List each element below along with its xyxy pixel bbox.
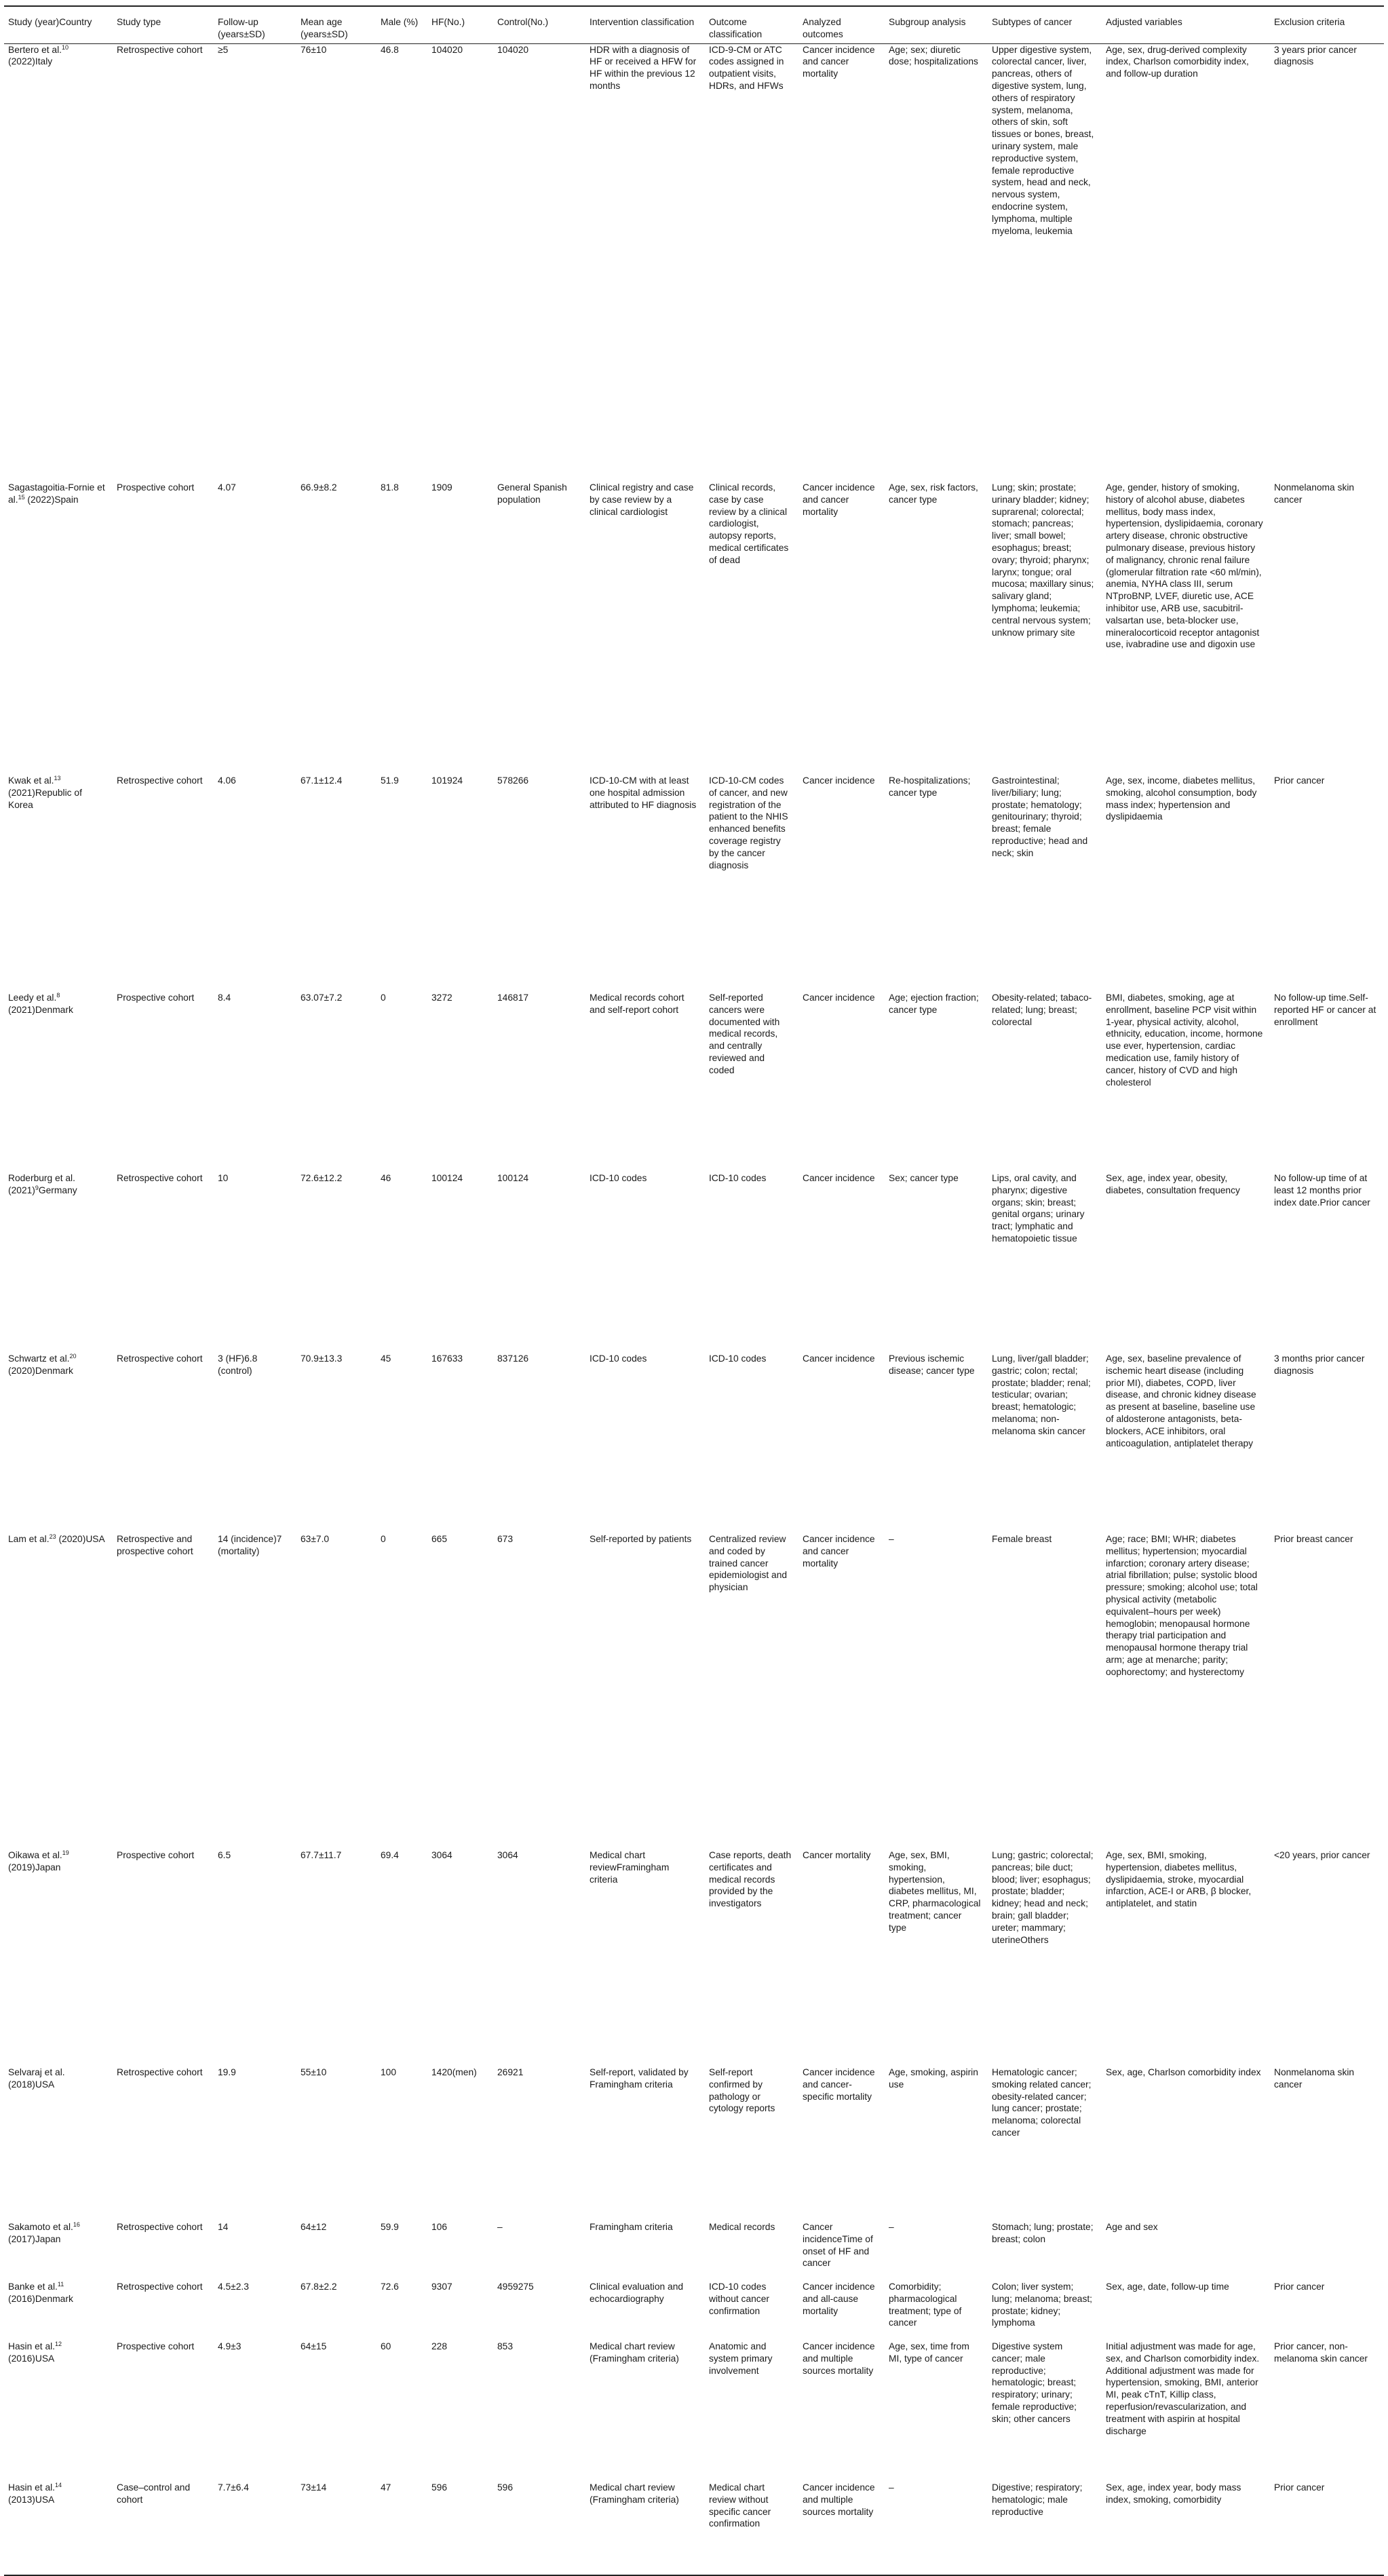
study-year-country: (2021)Republic of Korea [8, 787, 82, 810]
column-header: Follow-up (years±SD) [218, 17, 265, 39]
study-year-country: (2017)Japan [8, 2233, 61, 2244]
table-cell: 4.5±2.3 [218, 2282, 249, 2292]
table-cell: Prior breast cancer [1274, 1534, 1353, 1545]
table-cell: 14 (incidence)7 (mortality) [218, 1534, 282, 1556]
study-author: Oikawa et al. [8, 1850, 62, 1861]
table-cell: 67.7±11.7 [301, 1850, 342, 1861]
table-cell: Anatomic and system primary involvement [709, 2341, 773, 2376]
study-year-country: (2018)USA [8, 2079, 55, 2090]
table-cell: Cancer incidence and cancer mortality [803, 44, 875, 79]
table-cell: Cancer incidence and multiple sources mortality [803, 2341, 875, 2376]
table-cell: 45 [381, 1353, 391, 1364]
table-body [4, 43, 1384, 2575]
reference-number: 8 [56, 992, 60, 999]
reference-number: 12 [55, 2341, 62, 2348]
table-cell: Case reports, death certificates and medical records provided by the investigators [709, 1850, 792, 1909]
table-cell: 3 (HF)6.8 (control) [218, 1353, 258, 1376]
table-cell: 167633 [431, 1353, 463, 1364]
table-cell: 60 [381, 2341, 391, 2352]
table-cell: Prior cancer [1274, 2482, 1325, 2493]
table-row [4, 1849, 1384, 2066]
table-cell: 64±12 [301, 2222, 327, 2233]
table-cell: 673 [497, 1534, 514, 1545]
table-cell: Retrospective cohort [117, 1353, 203, 1364]
table-cell: Age, sex, time from MI, type of cancer [889, 2341, 969, 2364]
reference-number: 19 [62, 1849, 69, 1857]
table-cell: 1420(men) [431, 2067, 477, 2078]
table-cell: ICD-10 codes [590, 1353, 647, 1364]
study-cell [4, 2066, 113, 2221]
table-cell: Retrospective cohort [117, 2222, 203, 2233]
table-cell: Comorbidity; pharmacological treatment; type of cancer [889, 2282, 962, 2328]
table-cell: 7.7±6.4 [218, 2482, 249, 2493]
study-year-country: (2022)Spain [24, 494, 79, 505]
table-cell: 76±10 [301, 44, 327, 55]
study-cell [4, 1172, 113, 1353]
table-cell: 837126 [497, 1353, 529, 1364]
study-year-country: (2020)Denmark [8, 1365, 73, 1376]
table-cell: Clinical records, case by case review by a clinical cardiologist, autopsy reports, medical certificates of dead [709, 482, 789, 565]
table-cell: Retrospective and prospective cohort [117, 1534, 193, 1556]
table-cell: 106 [431, 2222, 448, 2233]
table-cell: 104020 [497, 44, 529, 55]
table-cell: 3 years prior cancer diagnosis [1274, 44, 1357, 67]
table-cell: Cancer incidence [803, 1353, 875, 1364]
table-cell: Age; sex; diuretic dose; hospitalizations [889, 44, 978, 67]
table-row [4, 2341, 1384, 2482]
table-cell: Retrospective cohort [117, 44, 203, 55]
column-header: Outcome classification [709, 17, 763, 39]
study-cell [4, 992, 113, 1172]
table-cell: BMI, diabetes, smoking, age at enrollment, baseline PCP visit within 1-year, physical activity, alcohol, ethnicity, education, income, hormone use ever, hypertension, cardiac medication use, family history of cancer, history of CVD and high cholesterol [1106, 993, 1263, 1088]
table-cell: 67.8±2.2 [301, 2282, 337, 2292]
table-cell: Age, sex, baseline prevalence of ischemic heart disease (including prior MI), diabetes, COPD, liver disease, and chronic kidney disease as present at baseline, baseline use of aldosterone antagonists, beta-blockers, ACE inhibitors, oral anticoagulation, antiplatelet therapy [1106, 1353, 1256, 1448]
table-cell: Medical records cohort and self-report cohort [590, 993, 685, 1015]
table-cell: 63±7.0 [301, 1534, 330, 1545]
table-cell: Centralized review and coded by trained cancer epidemiologist and physician [709, 1534, 788, 1593]
table-cell: 64±15 [301, 2341, 327, 2352]
reference-number: 20 [69, 1353, 77, 1360]
table-cell: Initial adjustment was made for age, sex, and Charlson comorbidity index. Additional adjustment was made for hypertension, smoking, BMI, anterior MI, peak cTnT, Killip class, reperfusion/revascularization, and treatment with aspirin at hospital discharge [1106, 2341, 1260, 2436]
table-cell: Medical chart reviewFramingham criteria [590, 1850, 670, 1885]
table-cell: Framingham criteria [590, 2222, 673, 2233]
table-cell: 146817 [497, 993, 529, 1003]
table-cell: 3 months prior cancer diagnosis [1274, 1353, 1365, 1376]
table-row [4, 2482, 1384, 2575]
table-cell: Self-report confirmed by pathology or cytology reports [709, 2067, 775, 2114]
table-cell: 63.07±7.2 [301, 993, 343, 1003]
column-header: Intervention classification [590, 17, 695, 27]
table-cell: Nonmelanoma skin cancer [1274, 482, 1355, 505]
study-year-country: (2016)Denmark [8, 2293, 73, 2304]
table-cell: 3064 [497, 1850, 518, 1861]
table-cell: Sex, age, Charlson comorbidity index [1106, 2067, 1261, 2078]
table-cell: Nonmelanoma skin cancer [1274, 2067, 1355, 2090]
table-cell: Retrospective cohort [117, 2067, 203, 2078]
study-author: Schwartz et al. [8, 1353, 70, 1364]
study-cell [4, 2221, 113, 2281]
table-row [4, 2281, 1384, 2341]
table-cell: Clinical registry and case by case review by a clinical cardiologist [590, 482, 694, 517]
table-cell: 1909 [431, 482, 452, 493]
reference-number: 15 [18, 493, 25, 501]
table-cell: 100124 [431, 1173, 463, 1184]
table-cell: Self-report, validated by Framingham criteria [590, 2067, 689, 2090]
table-cell: ICD-10 codes [709, 1353, 767, 1364]
table-cell: Age, sex, BMI, smoking, hypertension, diabetes mellitus, dyslipidaemia, stroke, myocardial infarction, ACE-I or ARB, β blocker, antiplatelet, and statin [1106, 1850, 1252, 1909]
table-cell: 72.6±12.2 [301, 1173, 343, 1184]
study-cell [4, 2281, 113, 2341]
table-row [4, 2066, 1384, 2221]
table-cell: ICD-9-CM or ATC codes assigned in outpatient visits, HDRs, and HFWs [709, 44, 784, 91]
table-cell: No follow-up time of at least 12 months prior index date.Prior cancer [1274, 1173, 1370, 1208]
table-cell: 8.4 [218, 993, 231, 1003]
table-cell: 81.8 [381, 482, 399, 493]
table-cell: 47 [381, 2482, 391, 2493]
table-cell: Cancer incidenceTime of onset of HF and cancer [803, 2222, 873, 2269]
study-author: Sakamoto et al. [8, 2222, 73, 2233]
column-header: Subgroup analysis [889, 17, 966, 27]
table-cell: Age, gender, history of smoking, history of alcohol abuse, diabetes mellitus, body mass index, hypertension, dyslipidaemia, coronary artery disease, chronic obstructive pulmonary disease, previous history of malignancy, chronic renal failure (glomerular filtration rate <60 ml/min), anemia, NYHA class III, serum NTproBNP, LVEF, diuretic use, ACE inhibitor use, ARB use, sacubitril-valsartan use, beta-blocker use, mineralocorticoid receptor antagonist use, ivabradine use and digoxin use [1106, 482, 1263, 650]
table-cell: Cancer incidence and all-cause mortality [803, 2282, 875, 2316]
column-header: Male (%) [381, 17, 419, 27]
table-cell: 70.9±13.3 [301, 1353, 343, 1364]
table-cell: 46.8 [381, 44, 399, 55]
table-cell: Age; race; BMI; WHR; diabetes mellitus; hypertension; myocardial infarction; coronary artery disease; atrial fibrillation; pulse; systolic blood pressure; smoking; alcohol use; total physical activity (metabolic equivalent–hours per week) hemoglobin; menopausal hormone therapy trial participation and menopausal hormone therapy trial arm; age at menarche; parity; oophorectomy; and hysterectomy [1106, 1534, 1258, 1677]
table-cell: Prior cancer [1274, 2282, 1325, 2292]
table-cell: 4.06 [218, 775, 236, 786]
study-cell [4, 2482, 113, 2575]
table-cell: 55±10 [301, 2067, 327, 2078]
reference-number: 16 [73, 2221, 80, 2229]
study-author: Sagastagoitia-Fornie et al. [8, 482, 105, 505]
table-cell: – [889, 2482, 894, 2493]
table-cell: 578266 [497, 775, 529, 786]
table-cell: Age, sex, drug-derived complexity index, Charlson comorbidity index, and follow-up duration [1106, 44, 1249, 79]
table-cell: 4.9±3 [218, 2341, 242, 2352]
study-year-country: (2021)Denmark [8, 1004, 73, 1015]
table-cell: 596 [431, 2482, 448, 2493]
study-cell [4, 43, 113, 482]
table-cell: General Spanish population [497, 482, 567, 505]
table-cell: 19.9 [218, 2067, 236, 2078]
table-cell: – [497, 2222, 503, 2233]
table-cell: Medical records [709, 2222, 775, 2233]
table-cell: Cancer incidence and cancer mortality [803, 1534, 875, 1569]
table-row [4, 482, 1384, 775]
table-cell: 3064 [431, 1850, 452, 1861]
table-row [4, 43, 1384, 482]
table-cell: Self-reported by patients [590, 1534, 692, 1545]
table-cell: 853 [497, 2341, 514, 2352]
table-cell: 46 [381, 1173, 391, 1184]
table-cell: Sex; cancer type [889, 1173, 959, 1184]
reference-number: 14 [55, 2482, 62, 2489]
study-cell [4, 1353, 113, 1533]
table-cell: Gastrointestinal; liver/biliary; lung; prostate; hematology; genitourinary; thyroid; breast; female reproductive; head and neck; skin [992, 775, 1088, 858]
table-cell: 6.5 [218, 1850, 231, 1861]
table-row [4, 992, 1384, 1172]
table-cell: 9307 [431, 2282, 452, 2292]
table-cell: HDR with a diagnosis of HF or received a HFW for HF within the previous 12 months [590, 44, 697, 91]
study-cell [4, 482, 113, 775]
study-author: Kwak et al. [8, 775, 54, 786]
table-cell: 14 [218, 2222, 229, 2233]
study-cell [4, 1849, 113, 2066]
table-cell: ICD-10-CM codes of cancer, and new registration of the patient to the NHIS enhanced benefits coverage registry by the cancer diagnosis [709, 775, 788, 870]
column-header: Study (year)Country [8, 17, 92, 27]
table-cell: Prior cancer [1274, 775, 1325, 786]
table-cell: Retrospective cohort [117, 775, 203, 786]
study-author: Hasin et al. [8, 2482, 56, 2493]
column-header: Mean age (years±SD) [301, 17, 348, 39]
table-cell: Case–control and cohort [117, 2482, 191, 2505]
table-cell: Age, smoking, aspirin use [889, 2067, 978, 2090]
table-cell: Clinical evaluation and echocardiography [590, 2282, 684, 2304]
study-year-country: (2013)USA [8, 2494, 55, 2505]
table-cell: Hematologic cancer; smoking related cancer; obesity-related cancer; lung cancer; prostate; melanoma; colorectal cancer [992, 2067, 1092, 2138]
table-header-row [4, 6, 1384, 43]
table-cell: Age, sex, income, diabetes mellitus, smoking, alcohol consumption, body mass index; hypertension and dyslipidaemia [1106, 775, 1257, 822]
table-cell: Previous ischemic disease; cancer type [889, 1353, 975, 1376]
study-author: Lam et al. [8, 1534, 50, 1545]
study-author: Banke et al. [8, 2282, 58, 2292]
table-cell: 228 [431, 2341, 448, 2352]
table-cell: Medical chart review without specific cancer confirmation [709, 2482, 771, 2529]
table-cell: 73±14 [301, 2482, 327, 2493]
study-cell [4, 2341, 113, 2482]
table-cell: Age and sex [1106, 2222, 1158, 2233]
reference-number: 13 [54, 775, 61, 782]
table-cell: 665 [431, 1534, 448, 1545]
study-year-country: (2016)USA [8, 2353, 55, 2364]
study-year-country: (2022)Italy [8, 56, 53, 67]
column-header: Analyzed outcomes [803, 17, 843, 39]
table-cell: 67.1±12.4 [301, 775, 343, 786]
table-cell: – [889, 2222, 894, 2233]
table-cell: Cancer incidence and multiple sources mortality [803, 2482, 875, 2517]
study-author: Roderburg et al. (2021) [8, 1173, 75, 1195]
table-row [4, 1353, 1384, 1533]
table-cell: Prospective cohort [117, 482, 195, 493]
table-cell: 69.4 [381, 1850, 399, 1861]
table-cell: 51.9 [381, 775, 399, 786]
table-cell: Prior cancer, non-melanoma skin cancer [1274, 2341, 1368, 2364]
table-cell [1270, 2221, 1384, 2281]
table-cell: 100124 [497, 1173, 529, 1184]
reference-number: 10 [62, 43, 69, 51]
table-cell: Age, sex, BMI, smoking, hypertension, diabetes mellitus, MI, CRP, pharmacological treatment; cancer type [889, 1850, 981, 1933]
table-row [4, 1172, 1384, 1353]
table-cell: Colon; liver system; lung; melanoma; breast; prostate; kidney; lymphoma [992, 2282, 1093, 2328]
table-cell: ICD-10 codes [709, 1173, 767, 1184]
table-cell: – [889, 1534, 894, 1545]
table-cell: Retrospective cohort [117, 1173, 203, 1184]
table-cell: Sex, age, index year, obesity, diabetes, consultation frequency [1106, 1173, 1240, 1195]
study-author: Hasin et al. [8, 2341, 56, 2352]
table-cell: Lung; skin; prostate; urinary bladder; kidney; suprarenal; colorectal; stomach; pancreas; liver; small bowel; esophagus; breast; ovary; thyroid; pharynx; larynx; tongue; oral mucosa; maxillary sinus; salivary gland; lymphoma; leukemia; central nervous system; unknow primary site [992, 482, 1094, 638]
table-cell: Self-reported cancers were documented with medical records, and centrally reviewed and coded [709, 993, 780, 1075]
table-cell: 3272 [431, 993, 452, 1003]
column-header: Adjusted variables [1106, 17, 1182, 27]
table-cell: Digestive system cancer; male reproductive; hematologic; breast; respiratory; urinary; female reproductive; skin; other cancers [992, 2341, 1077, 2424]
table-cell: Lips, oral cavity, and pharynx; digestive organs; skin; breast; genital organs; urinary tract; lymphatic and hematopoietic tissue [992, 1173, 1085, 1244]
study-year-country: (2020)USA [56, 1534, 105, 1545]
table-cell: 26921 [497, 2067, 524, 2078]
table-cell: Age; ejection fraction; cancer type [889, 993, 979, 1015]
study-author: Selvaraj et al. [8, 2067, 65, 2078]
column-header: HF(No.) [431, 17, 465, 27]
table-cell: Medical chart review (Framingham criteria) [590, 2341, 679, 2364]
study-author: Leedy et al. [8, 993, 57, 1003]
table-row [4, 775, 1384, 992]
table-cell: 66.9±8.2 [301, 482, 337, 493]
table-cell: 0 [381, 993, 386, 1003]
table-cell: Prospective cohort [117, 993, 195, 1003]
table-cell: Upper digestive system, colorectal cancer, liver, pancreas, others of digestive system, lung, others of respiratory system, melanoma, others of skin, soft tissues or bones, breast, urinary system, male reproductive system, female reproductive system, head and neck, nervous system, endocrine system, lymphoma, multiple myeloma, leukemia [992, 44, 1094, 236]
study-author: Bertero et al. [8, 44, 62, 55]
table-row [4, 2221, 1384, 2281]
column-header: Exclusion criteria [1274, 17, 1345, 27]
table-cell: Stomach; lung; prostate; breast; colon [992, 2222, 1094, 2244]
table-cell: 72.6 [381, 2282, 399, 2292]
table-cell: Cancer incidence [803, 993, 875, 1003]
table-cell: Age, sex, risk factors, cancer type [889, 482, 978, 505]
table-cell: Sex, age, date, follow-up time [1106, 2282, 1229, 2292]
table-cell: Cancer incidence and cancer-specific mortality [803, 2067, 875, 2102]
column-header: Control(No.) [497, 17, 549, 27]
reference-number: 11 [57, 2281, 64, 2288]
table-cell: 596 [497, 2482, 514, 2493]
column-header: Study type [117, 17, 161, 27]
table-cell: Medical chart review (Framingham criteria) [590, 2482, 679, 2505]
table-cell: ICD-10 codes without cancer confirmation [709, 2282, 769, 2316]
study-year-country: (2019)Japan [8, 1862, 61, 1872]
study-cell [4, 775, 113, 992]
study-year-country: Germany [38, 1185, 77, 1195]
table-cell: 101924 [431, 775, 463, 786]
table-cell: Digestive; respiratory; hematologic; male reproductive [992, 2482, 1083, 2517]
study-characteristics-table [4, 5, 1384, 2576]
table-cell: Cancer incidence and cancer mortality [803, 482, 875, 517]
table-cell: Obesity-related; tabaco-related; lung; breast; colorectal [992, 993, 1092, 1027]
study-characteristics-table-container [4, 5, 1384, 2576]
table-cell: 104020 [431, 44, 463, 55]
table-cell: No follow-up time.Self-reported HF or cancer at enrollment [1274, 993, 1376, 1027]
table-cell: 10 [218, 1173, 229, 1184]
table-cell: Lung; gastric; colorectal; pancreas; bile duct; blood; liver; esophagus; prostate; bladder; kidney; head and neck; brain; gall bladder; ureter; mammary; uterineOthers [992, 1850, 1094, 1945]
table-cell: Sex, age, index year, body mass index, smoking, comorbidity [1106, 2482, 1241, 2505]
table-cell: Lung, liver/gall bladder; gastric; colon; rectal; prostate; bladder; renal; testicular; ovarian; breast; hematologic; melanoma; non-melanoma skin cancer [992, 1353, 1091, 1436]
table-cell: Female breast [992, 1534, 1052, 1545]
table-row [4, 1533, 1384, 1849]
table-cell: 0 [381, 1534, 386, 1545]
table-cell: 4959275 [497, 2282, 534, 2292]
table-cell: Prospective cohort [117, 2341, 195, 2352]
table-cell: 59.9 [381, 2222, 399, 2233]
table-cell: Cancer mortality [803, 1850, 871, 1861]
reference-number: 9 [35, 1184, 39, 1191]
table-cell: Retrospective cohort [117, 2282, 203, 2292]
table-cell: <20 years, prior cancer [1274, 1850, 1370, 1861]
table-cell: Re-hospitalizations; cancer type [889, 775, 971, 798]
table-cell: Cancer incidence [803, 775, 875, 786]
table-cell: ≥5 [218, 44, 229, 55]
table-cell: Cancer incidence [803, 1173, 875, 1184]
reference-number: 23 [49, 1533, 56, 1541]
table-cell: 4.07 [218, 482, 236, 493]
column-header: Subtypes of cancer [992, 17, 1073, 27]
table-cell: 100 [381, 2067, 397, 2078]
study-cell [4, 1533, 113, 1849]
table-cell: ICD-10-CM with at least one hospital admission attributed to HF diagnosis [590, 775, 697, 810]
table-cell: Prospective cohort [117, 1850, 195, 1861]
table-cell: ICD-10 codes [590, 1173, 647, 1184]
